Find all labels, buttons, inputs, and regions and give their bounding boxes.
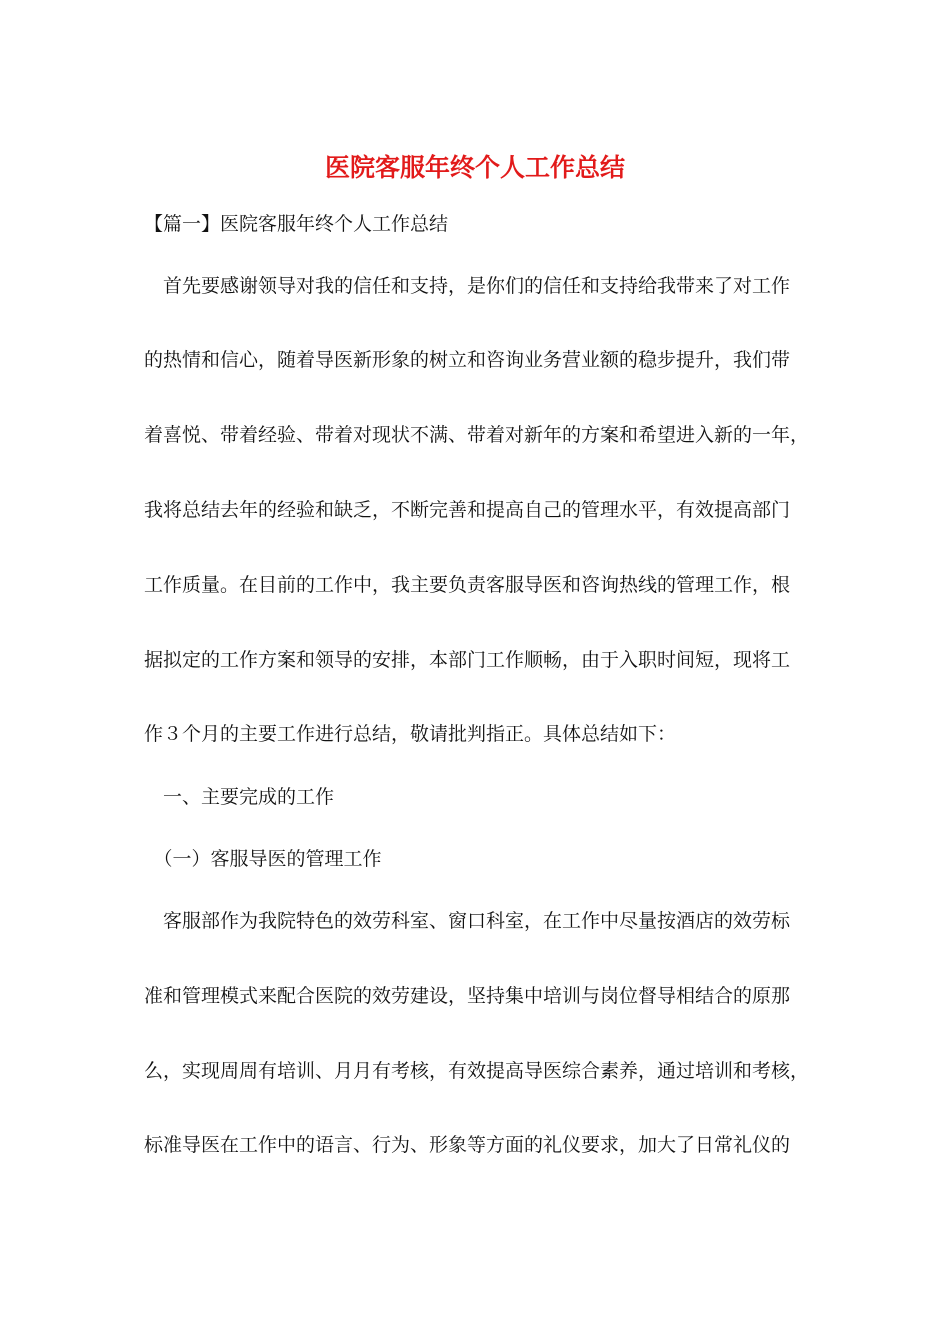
subheading-line: 一、主要完成的工作 [144, 786, 335, 808]
paragraph-line: 作３个月的主要工作进行总结，敬请批判指正。具体总结如下： [144, 723, 677, 745]
document-title: 医院客服年终个人工作总结 [324, 153, 625, 182]
paragraph-line: 据拟定的工作方案和领导的安排，本部门工作顺畅，由于入职时间短，现将工 [144, 649, 791, 671]
paragraph-line: 么，实现周周有培训、月月有考核，有效提高导医综合素养，通过培训和考核， [144, 1060, 810, 1082]
section-heading: 【篇一】医院客服年终个人工作总结 [144, 213, 449, 235]
paragraph-line: 标准导医在工作中的语言、行为、形象等方面的礼仪要求，加大了日常礼仪的 [144, 1134, 791, 1156]
subheading-line: （一）客服导医的管理工作 [144, 848, 382, 870]
paragraph-line: 工作质量。在目前的工作中，我主要负责客服导医和咨询热线的管理工作，根 [144, 574, 791, 596]
paragraph-line: 首先要感谢领导对我的信任和支持，是你们的信任和支持给我带来了对工作 [144, 275, 791, 297]
paragraph-line: 的热情和信心，随着导医新形象的树立和咨询业务营业额的稳步提升，我们带 [144, 349, 791, 371]
paragraph-line: 准和管理模式来配合医院的效劳建设，坚持集中培训与岗位督导相结合的原那 [144, 985, 791, 1007]
paragraph-line: 客服部作为我院特色的效劳科室、窗口科室，在工作中尽量按酒店的效劳标 [144, 910, 791, 932]
paragraph-line: 着喜悦、带着经验、带着对现状不满、带着对新年的方案和希望进入新的一年， [144, 424, 810, 446]
paragraph-line: 我将总结去年的经验和缺乏，不断完善和提高自己的管理水平，有效提高部门 [144, 499, 791, 521]
